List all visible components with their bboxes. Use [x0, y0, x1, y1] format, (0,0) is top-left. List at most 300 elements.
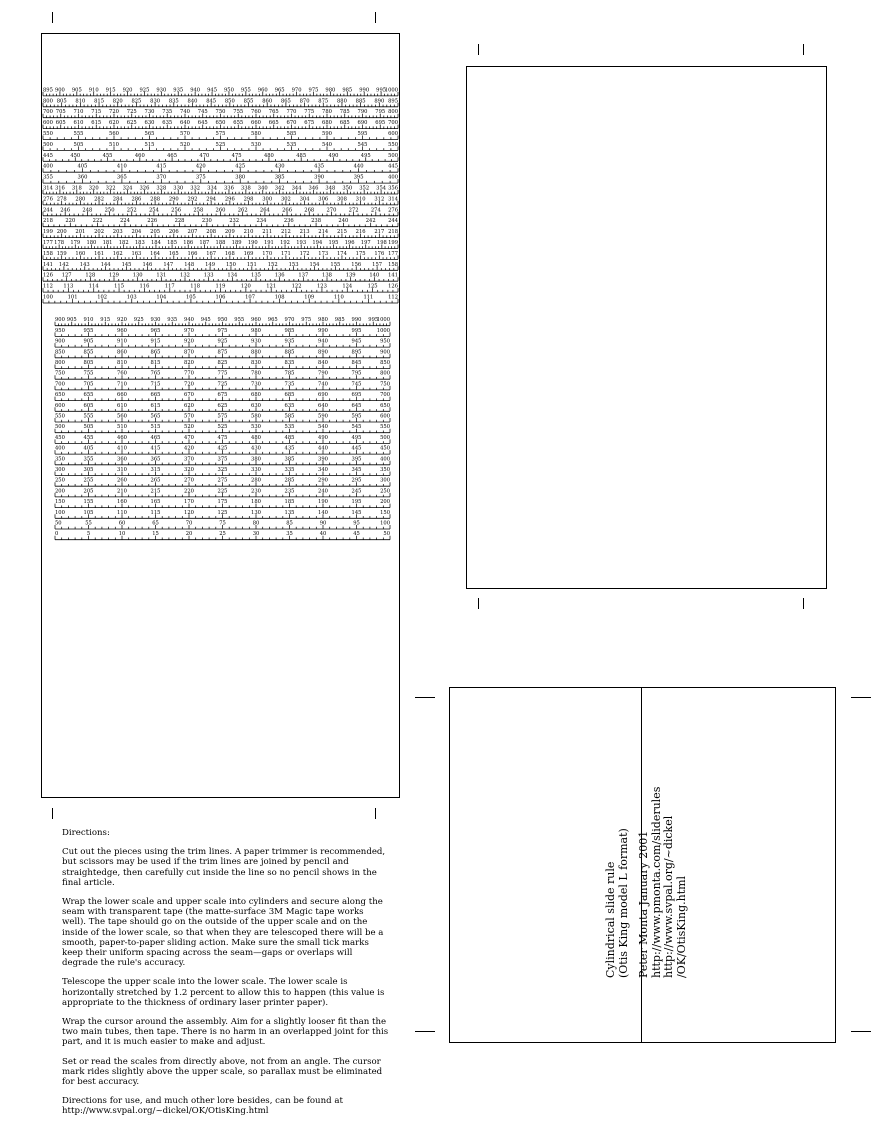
- tick-label: 700: [380, 392, 390, 399]
- tick-label: 460: [134, 152, 145, 159]
- tick-label: 300: [380, 477, 390, 484]
- tick-label: 124: [342, 283, 353, 290]
- tick-label: 104: [156, 294, 167, 301]
- lower-scale-left-row: [55, 499, 390, 508]
- tick-label: 855: [243, 98, 254, 105]
- upper-scale-left-row: [43, 87, 398, 96]
- tick-label: 675: [304, 120, 315, 127]
- tick-label: 119: [215, 283, 226, 290]
- tick-label: 580: [251, 131, 261, 137]
- tick-label: 224: [119, 218, 130, 225]
- tick-label: 860: [262, 98, 273, 105]
- tick-label: 35: [286, 531, 293, 538]
- tick-label: 195: [328, 240, 339, 246]
- tick-label: 895: [43, 87, 53, 94]
- tick-label: 310: [355, 196, 366, 203]
- tick-label: 985: [284, 327, 295, 334]
- upper-scale-left-row: [43, 284, 398, 293]
- upper-scale-left-row: [43, 207, 398, 216]
- tick-label: 199: [43, 229, 53, 236]
- tick-label: 123: [316, 283, 327, 290]
- tick-label: 340: [318, 467, 328, 473]
- tick-label: 915: [100, 317, 111, 324]
- tick-label: 855: [83, 349, 94, 356]
- tick-label: 495: [360, 152, 371, 159]
- tick-label: 128: [85, 272, 96, 279]
- tick-label: 635: [284, 402, 295, 409]
- tick-label: 735: [162, 109, 173, 116]
- tick-label: 930: [156, 87, 167, 94]
- tick-label: 187: [199, 240, 210, 246]
- tick-label: 750: [380, 381, 390, 388]
- tick-label: 450: [55, 434, 65, 441]
- tick-label: 540: [322, 141, 332, 148]
- tick-label: 235: [284, 488, 295, 495]
- tick-label: 186: [183, 240, 194, 246]
- tick-label: 1000: [384, 87, 398, 94]
- tick-label: 960: [257, 87, 268, 94]
- tick-label: 685: [284, 392, 295, 399]
- tick-label: 860: [117, 349, 127, 356]
- tick-label: 60: [118, 520, 126, 527]
- tick-label: 885: [355, 98, 366, 105]
- tick-label: 420: [195, 163, 206, 170]
- tick-label: 322: [105, 185, 116, 192]
- tick-label: 328: [156, 185, 167, 192]
- tick-label: 600: [55, 402, 65, 409]
- tick-label: 196: [344, 240, 355, 246]
- tick-label: 825: [217, 360, 228, 366]
- tick-label: 785: [284, 370, 295, 377]
- upper-scale-left-row: [43, 164, 398, 173]
- tick-label: 160: [117, 499, 127, 506]
- tick-label: 276: [388, 207, 398, 214]
- tick-label: 190: [247, 240, 258, 246]
- tick-label: 995: [368, 317, 379, 324]
- tick-label: 425: [235, 163, 246, 170]
- tick-label: 166: [187, 250, 198, 257]
- tick-label: 262: [237, 207, 248, 214]
- tick-label: 30: [252, 531, 260, 538]
- tick-label: 212: [280, 229, 291, 236]
- tick-label: 315: [150, 467, 161, 473]
- lower-scale-left-row: [55, 349, 390, 358]
- tick-label: 775: [304, 109, 315, 116]
- tick-label: 130: [251, 509, 261, 516]
- tick-label: 276: [43, 196, 53, 203]
- tick-label: 162: [112, 250, 123, 257]
- tick-label: 225: [217, 488, 228, 495]
- tick-label: 740: [180, 109, 190, 116]
- tick-label: 695: [351, 392, 362, 399]
- lower-scale-left-row: [55, 381, 390, 390]
- tick-label: 535: [284, 424, 295, 431]
- tick-label: 470: [184, 434, 194, 441]
- tick-label: 126: [43, 272, 53, 279]
- tick-label: 420: [184, 445, 194, 452]
- tick-label: 278: [56, 196, 67, 203]
- tick-label: 595: [357, 131, 368, 137]
- tick-label: 765: [268, 109, 279, 116]
- tick-label: 318: [71, 185, 82, 192]
- tick-label: 795: [351, 370, 362, 377]
- tick-label: 610: [73, 120, 84, 127]
- tick-label: 560: [117, 413, 127, 420]
- tick-label: 211: [262, 229, 273, 236]
- tick-label: 282: [94, 196, 105, 203]
- tick-label: 905: [71, 87, 82, 94]
- tick-label: 182: [118, 240, 129, 246]
- tick-label: 183: [134, 240, 145, 246]
- tick-label: 560: [109, 131, 119, 137]
- tick-label: 620: [184, 402, 194, 409]
- tick-label: 15: [152, 531, 159, 538]
- tick-label: 336: [223, 185, 234, 192]
- tick-label: 154: [309, 261, 320, 268]
- upper-scale-left-row: [43, 229, 398, 238]
- tick-label: 835: [168, 98, 179, 105]
- tick-label: 326: [139, 185, 150, 192]
- tick-label: 810: [75, 98, 86, 105]
- tick-label: 210: [117, 488, 127, 495]
- tick-label: 570: [180, 131, 190, 137]
- tick-label: 405: [83, 445, 94, 452]
- tick-label: 850: [380, 360, 390, 366]
- tick-label: 103: [126, 294, 137, 301]
- tick-label: 152: [267, 261, 278, 268]
- tick-label: 158: [388, 261, 398, 268]
- tick-label: 985: [334, 317, 345, 324]
- lower-scale-left-row: [55, 424, 390, 433]
- tick-label: 640: [180, 120, 190, 127]
- tick-label: 140: [369, 272, 380, 279]
- tick-label: 270: [184, 477, 194, 484]
- tick-label: 110: [333, 294, 344, 301]
- tick-label: 775: [217, 370, 228, 377]
- tick-label: 900: [55, 317, 65, 324]
- tick-label: 515: [150, 424, 161, 431]
- tick-label: 1000: [376, 317, 390, 324]
- tick-label: 159: [56, 250, 67, 257]
- tick-label: 645: [197, 120, 208, 127]
- upper-scale-left-row: [43, 251, 398, 260]
- tick-label: 116: [139, 283, 150, 290]
- tick-label: 600: [380, 413, 390, 420]
- tick-label: 192: [280, 240, 290, 246]
- tick-label: 344: [291, 185, 302, 192]
- tick-label: 355: [83, 456, 94, 463]
- tick-label: 365: [116, 174, 127, 181]
- tick-label: 244: [388, 218, 398, 225]
- tick-label: 232: [229, 218, 240, 225]
- tick-label: 945: [207, 87, 218, 94]
- tick-label: 710: [117, 381, 127, 388]
- tick-label: 295: [351, 477, 362, 484]
- tick-label: 272: [348, 207, 359, 214]
- tick-label: 199: [388, 240, 398, 246]
- tick-label: 830: [251, 360, 261, 366]
- tick-label: 256: [171, 207, 182, 214]
- tick-label: 135: [251, 272, 261, 279]
- tick-label: 296: [224, 196, 235, 203]
- tick-label: 635: [162, 120, 173, 127]
- tick-label: 690: [357, 120, 368, 127]
- tick-label: 129: [109, 272, 119, 279]
- tick-label: 204: [131, 229, 142, 236]
- tick-label: 112: [388, 294, 398, 301]
- tick-label: 590: [318, 413, 328, 420]
- tick-label: 605: [55, 120, 66, 127]
- tick-label: 725: [217, 381, 228, 388]
- tick-label: 940: [184, 317, 194, 324]
- tick-label: 118: [190, 283, 201, 290]
- tick-label: 870: [184, 349, 194, 356]
- tick-label: 133: [203, 272, 214, 279]
- tick-label: 730: [144, 109, 155, 116]
- tick-label: 275: [217, 477, 228, 484]
- tick-label: 10: [118, 531, 126, 538]
- tick-label: 665: [268, 120, 279, 127]
- tick-label: 153: [288, 261, 299, 268]
- tick-label: 915: [150, 338, 161, 345]
- tick-label: 840: [318, 360, 328, 366]
- tick-label: 680: [322, 120, 332, 127]
- tick-label: 445: [43, 152, 53, 159]
- tick-label: 158: [43, 250, 53, 257]
- upper-scale-left-row: [43, 186, 398, 195]
- tick-label: 415: [156, 163, 167, 170]
- tick-label: 805: [83, 360, 94, 366]
- tick-label: 284: [112, 196, 123, 203]
- tick-label: 230: [201, 218, 212, 225]
- tick-label: 575: [215, 131, 226, 137]
- upper-scale-left-row: [43, 120, 398, 129]
- tick-label: 360: [77, 174, 88, 181]
- tick-label: 107: [245, 294, 256, 301]
- tick-label: 890: [318, 349, 328, 356]
- tick-label: 915: [105, 87, 116, 94]
- tick-label: 870: [299, 98, 310, 105]
- tick-label: 700: [43, 109, 53, 116]
- tick-label: 470: [199, 152, 210, 159]
- tick-label: 202: [94, 229, 105, 236]
- tick-label: 640: [318, 402, 328, 409]
- tick-label: 185: [167, 240, 178, 246]
- tick-label: 306: [318, 196, 329, 203]
- tick-label: 975: [308, 87, 319, 94]
- tick-label: 945: [200, 317, 211, 324]
- tick-label: 500: [380, 434, 390, 441]
- tick-label: 150: [380, 509, 390, 516]
- tick-label: 354: [376, 185, 387, 192]
- tick-label: 298: [243, 196, 254, 203]
- tick-label: 218: [388, 229, 398, 236]
- tick-label: 390: [314, 174, 325, 181]
- tick-label: 965: [150, 327, 161, 334]
- upper-scale-left-row: [43, 218, 399, 227]
- tick-label: 155: [330, 261, 341, 268]
- tick-label: 720: [109, 109, 119, 116]
- tick-label: 134: [227, 272, 238, 279]
- tick-label: 835: [284, 360, 295, 366]
- tick-label: 370: [184, 456, 194, 463]
- tick-label: 875: [318, 98, 329, 105]
- tick-label: 40: [319, 531, 327, 538]
- tick-label: 250: [104, 207, 115, 214]
- tick-label: 113: [63, 283, 74, 290]
- tick-label: 555: [83, 413, 94, 420]
- tick-label: 314: [43, 185, 53, 192]
- upper-scale-left-row: [43, 131, 398, 140]
- tick-label: 170: [184, 499, 194, 506]
- tick-label: 585: [284, 413, 295, 420]
- tick-label: 510: [117, 424, 127, 431]
- tick-label: 208: [206, 229, 217, 236]
- tick-label: 580: [251, 413, 261, 420]
- tick-label: 540: [318, 424, 328, 431]
- tick-label: 117: [164, 283, 175, 290]
- tick-label: 170: [262, 250, 273, 257]
- tick-label: 970: [184, 327, 194, 334]
- tick-label: 745: [197, 109, 208, 116]
- tick-label: 95: [353, 520, 360, 527]
- tick-label: 248: [82, 207, 93, 214]
- tick-label: 156: [351, 261, 362, 268]
- tick-label: 905: [83, 338, 94, 345]
- tick-label: 111: [363, 294, 374, 301]
- tick-label: 330: [173, 185, 184, 192]
- tick-label: 171: [280, 250, 291, 257]
- tick-label: 615: [91, 120, 102, 127]
- tick-label: 770: [184, 370, 194, 377]
- tick-label: 198: [376, 240, 387, 246]
- tick-label: 960: [117, 327, 127, 334]
- tick-label: 210: [243, 229, 254, 236]
- tick-label: 930: [150, 317, 161, 324]
- tick-label: 405: [77, 163, 88, 170]
- tick-label: 975: [301, 317, 312, 324]
- tick-label: 995: [351, 327, 362, 334]
- tick-label: 213: [299, 229, 310, 236]
- tick-label: 115: [114, 283, 125, 290]
- tick-label: 935: [173, 87, 184, 94]
- tick-label: 925: [139, 87, 150, 94]
- tick-label: 240: [338, 218, 349, 225]
- tick-label: 630: [251, 402, 261, 409]
- lower-scale-left-row: [55, 392, 390, 401]
- tick-label: 324: [122, 185, 133, 192]
- tick-label: 430: [274, 163, 285, 170]
- tick-label: 555: [73, 131, 84, 137]
- tick-label: 334: [207, 185, 218, 192]
- tick-label: 132: [180, 272, 190, 279]
- tick-label: 209: [224, 229, 235, 236]
- tick-label: 338: [240, 185, 251, 192]
- tick-label: 900: [380, 349, 390, 356]
- tick-label: 950: [217, 317, 228, 324]
- tick-label: 200: [56, 229, 67, 236]
- tick-label: 0: [55, 531, 59, 538]
- tick-label: 620: [109, 120, 119, 127]
- tick-label: 360: [117, 456, 127, 463]
- tick-label: 450: [70, 152, 81, 159]
- tick-label: 50: [55, 520, 62, 527]
- tick-label: 840: [187, 98, 198, 105]
- tick-label: 815: [94, 98, 105, 105]
- tick-label: 270: [326, 207, 337, 214]
- tick-label: 615: [150, 402, 161, 409]
- tick-label: 970: [284, 317, 295, 324]
- lower-scale-left-row: [55, 360, 390, 369]
- upper-scale-left-row: [43, 175, 398, 184]
- tick-label: 226: [147, 218, 158, 225]
- tick-label: 905: [66, 317, 77, 324]
- lower-scale-left-row: [55, 339, 390, 348]
- tick-label: 109: [304, 294, 315, 301]
- tick-label: 590: [322, 131, 332, 137]
- tick-label: 168: [224, 250, 235, 257]
- tick-label: 370: [156, 174, 167, 181]
- tick-label: 505: [73, 141, 84, 148]
- tick-label: 820: [112, 98, 123, 105]
- tick-label: 320: [88, 185, 99, 192]
- tick-label: 302: [280, 196, 291, 203]
- tick-label: 242: [365, 218, 376, 225]
- tick-label: 765: [150, 370, 161, 377]
- tick-label: 234: [256, 218, 267, 225]
- tick-label: 500: [43, 141, 53, 148]
- tick-label: 760: [251, 109, 261, 116]
- tick-label: 455: [83, 434, 94, 441]
- tick-label: 304: [299, 196, 310, 203]
- tick-label: 252: [126, 207, 137, 214]
- tick-label: 800: [55, 360, 65, 366]
- tick-label: 440: [353, 163, 364, 170]
- tick-label: 570: [184, 413, 194, 420]
- tick-label: 510: [109, 141, 119, 148]
- tick-label: 445: [351, 445, 362, 452]
- tick-label: 920: [184, 338, 194, 345]
- tick-label: 161: [94, 250, 105, 257]
- tick-label: 520: [184, 424, 194, 431]
- tick-label: 500: [55, 424, 65, 431]
- lower-scale-left-row: [55, 467, 390, 476]
- tick-label: 865: [150, 349, 161, 356]
- tick-label: 475: [231, 152, 242, 159]
- upper-scale-left-row: [43, 273, 398, 282]
- tick-label: 940: [190, 87, 201, 94]
- tick-label: 190: [318, 499, 328, 506]
- tick-label: 800: [380, 370, 390, 377]
- tick-label: 445: [388, 163, 398, 170]
- tick-label: 200: [55, 488, 65, 495]
- tick-label: 585: [286, 131, 297, 137]
- tick-label: 425: [217, 445, 228, 452]
- tick-label: 149: [205, 261, 216, 268]
- tick-label: 25: [219, 531, 226, 538]
- tick-label: 135: [284, 509, 295, 516]
- tick-label: 355: [43, 174, 53, 181]
- tick-label: 770: [286, 109, 297, 116]
- tick-label: 201: [75, 229, 86, 236]
- tick-label: 865: [280, 98, 291, 105]
- tick-label: 141: [388, 272, 398, 279]
- tick-label: 655: [233, 120, 244, 127]
- tick-label: 55: [85, 520, 92, 527]
- upper-scale-left-row: [43, 98, 398, 107]
- tick-label: 205: [83, 488, 94, 495]
- tick-label: 530: [251, 141, 261, 148]
